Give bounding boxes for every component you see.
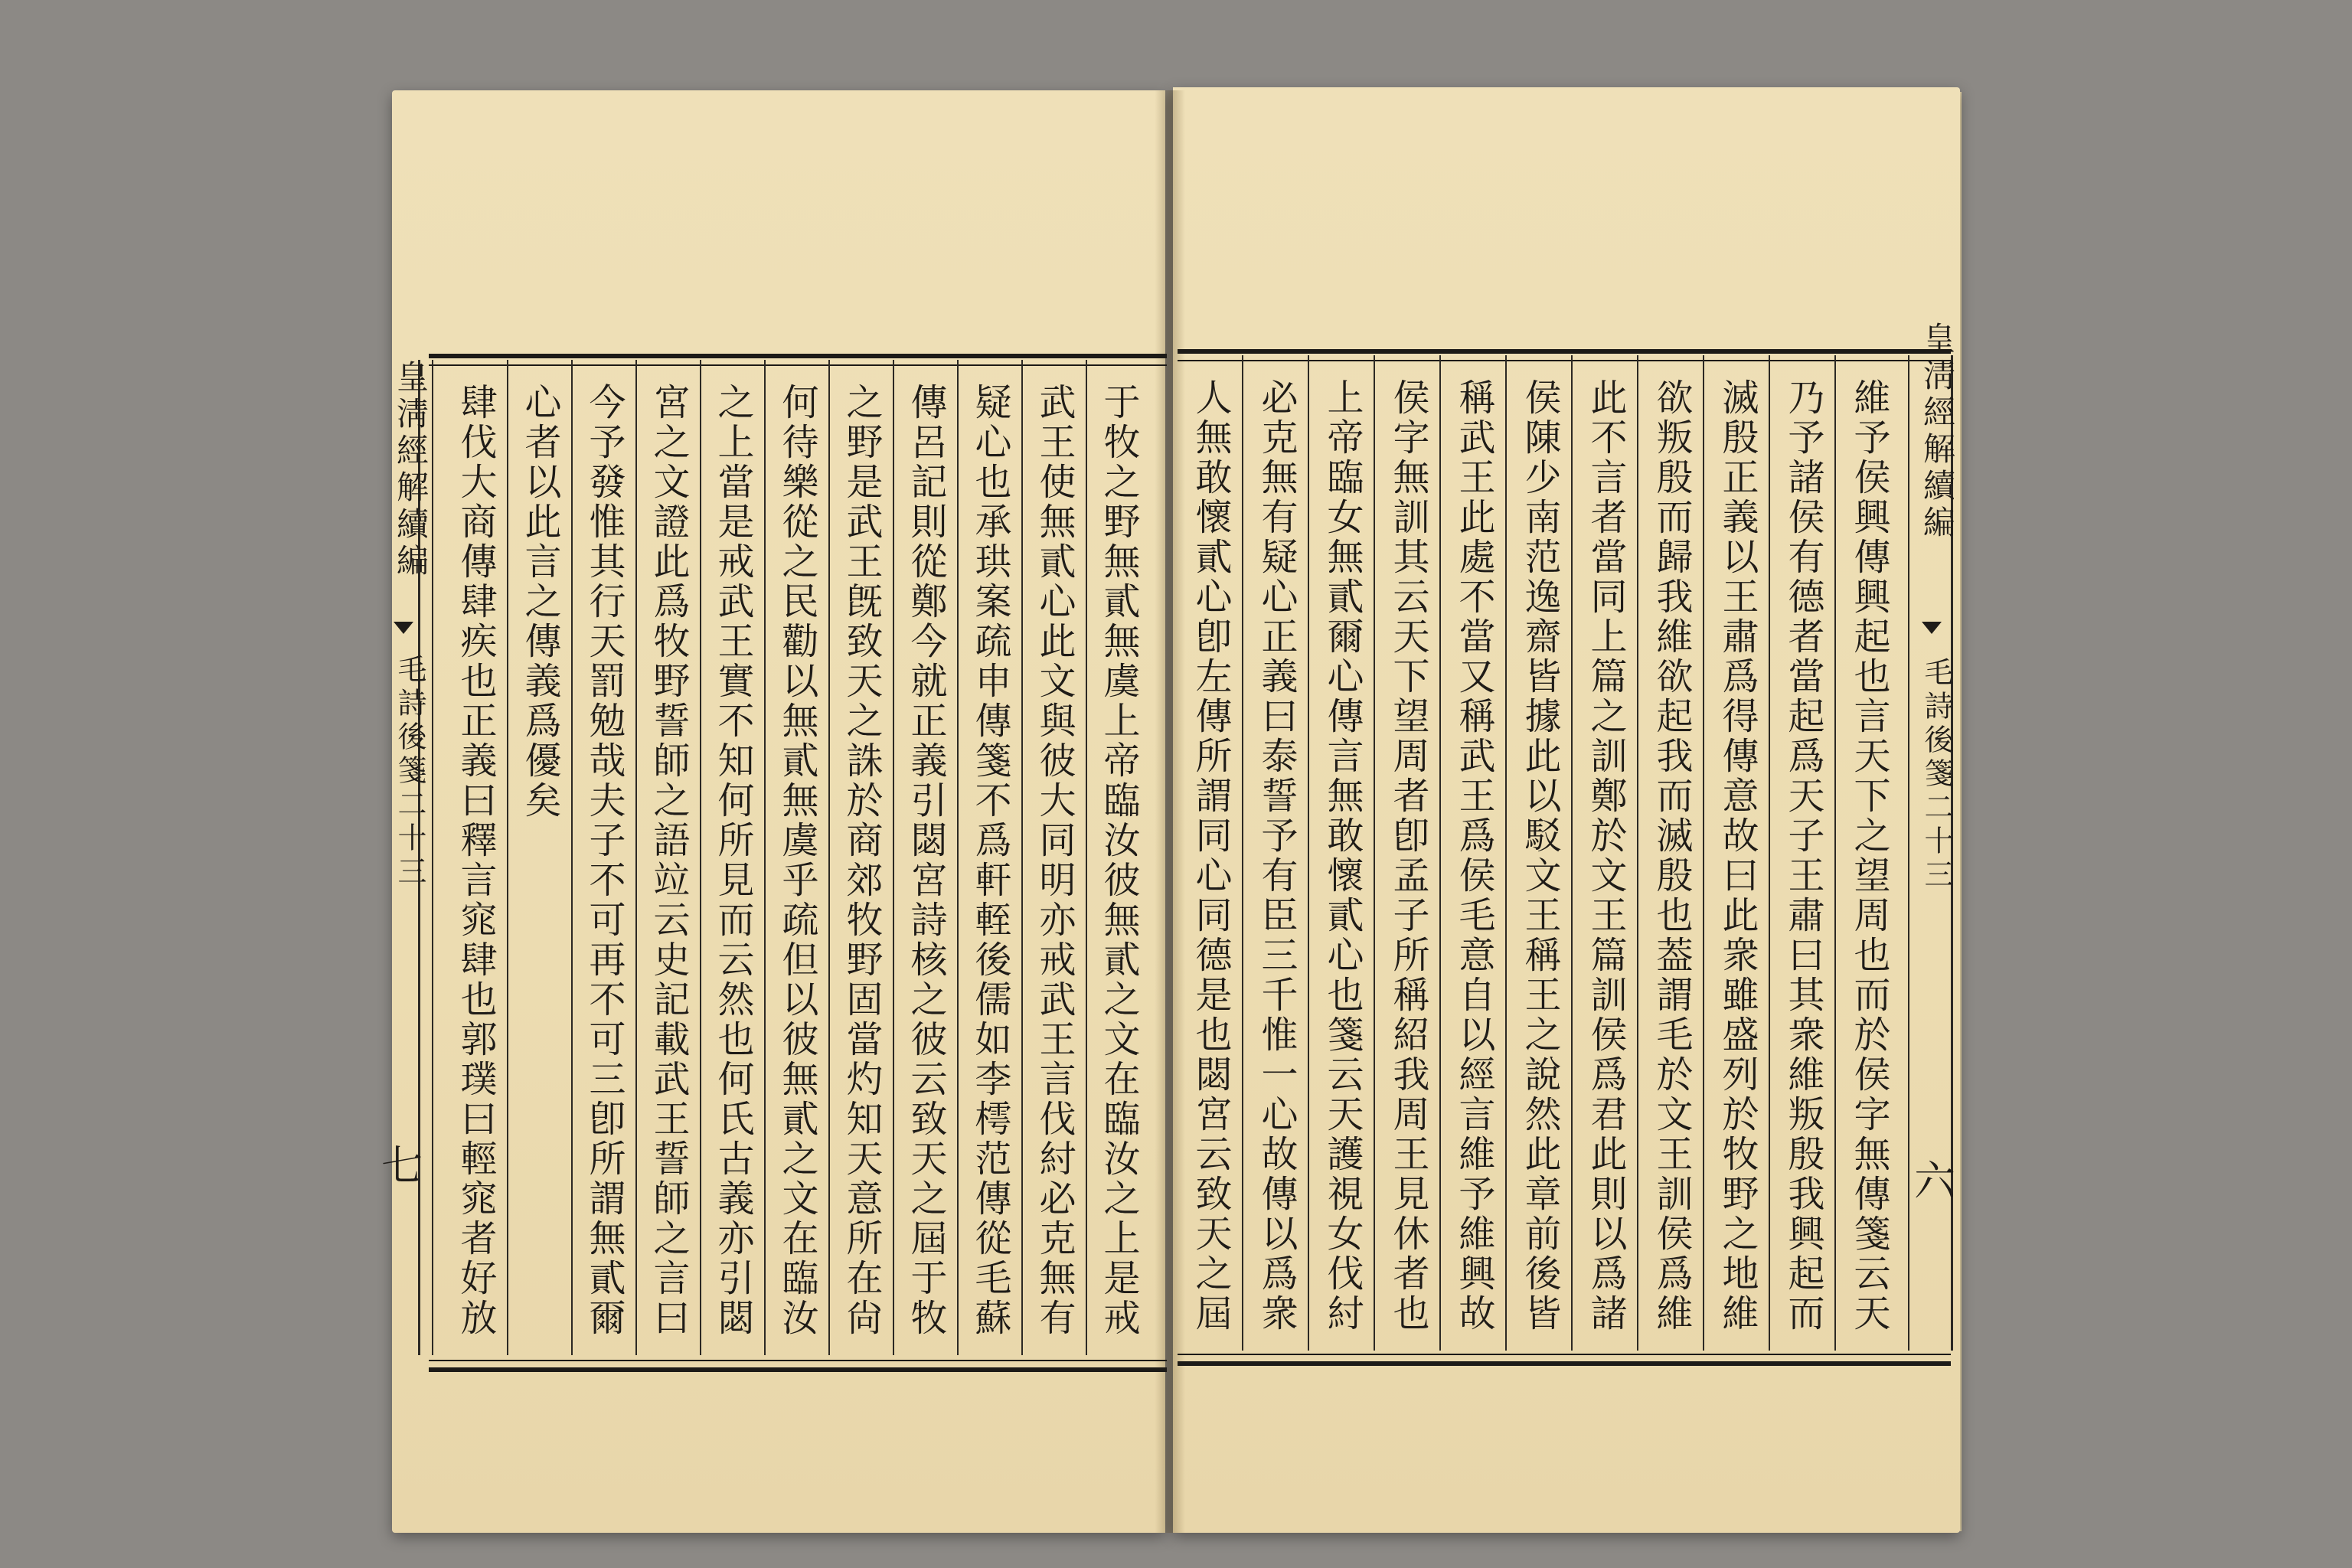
column-rule [893, 360, 894, 1355]
right-margin-rule [1908, 355, 1909, 1351]
column-rule [1505, 355, 1507, 1351]
text-column: 此不言者當同上篇之訓鄭於文王篇訓侯爲君此則以爲諸 [1584, 378, 1627, 1334]
column-rule [1308, 355, 1309, 1351]
column-rule [700, 360, 701, 1355]
text-column: 侯字無訓其云天下望周者卽孟子所稱紹我周王見休者也 [1387, 378, 1429, 1334]
text-column: 維予侯興傳興起也言天下之望周也而於侯字無傳箋云天 [1847, 378, 1890, 1334]
column-rule [1021, 360, 1023, 1355]
column-rule [828, 360, 830, 1355]
text-column: 疑心也承珙案疏申傳箋不爲軒輊後儒如李樗范傳從毛蘇 [969, 383, 1011, 1338]
column-rule [1086, 360, 1087, 1355]
right-margin-section: 毛詩後箋二十三 [1919, 657, 1953, 893]
left-frame-inner-bottom [429, 1360, 1167, 1361]
text-column: 上帝臨女無貳爾心傳言無敢懷貳心也箋云天護視女伐紂 [1321, 378, 1364, 1334]
text-column: 欲叛殷而歸我維欲起我而滅殷也葢謂毛於文王訓侯爲維 [1650, 378, 1693, 1334]
text-column: 人無敢懷貳心卽左傳所謂同心同德是也閟宮云致天之屆 [1189, 378, 1232, 1334]
column-rule [1769, 355, 1770, 1351]
text-column: 必克無有疑心正義曰泰誓予有臣三千惟一心故傳以爲衆 [1255, 378, 1298, 1334]
left-margin-title: 皇淸經解續編 [392, 360, 430, 580]
column-rule [635, 360, 637, 1355]
text-column: 宮之文證此爲牧野誓師之語竝云史記載武王誓師之言曰 [647, 383, 690, 1338]
column-rule [1374, 355, 1375, 1351]
right-frame-inner-bottom [1178, 1354, 1951, 1355]
text-column: 今予發惟其行天罰勉哉夫子不可再不可三卽所謂無貳爾 [583, 383, 626, 1338]
text-column: 稱武王此處不當又稱武王爲侯毛意自以經言維予維興故 [1452, 378, 1495, 1334]
column-rule [1703, 355, 1704, 1351]
right-margin-title: 皇淸經解續編 [1919, 322, 1956, 542]
column-rule [1439, 355, 1441, 1351]
text-column: 乃予諸侯有德者當起爲天子王肅曰其衆維叛殷我興起而 [1782, 378, 1824, 1334]
left-folio-number: 七 [381, 1142, 423, 1190]
column-rule [1637, 355, 1638, 1351]
column-rule [764, 360, 766, 1355]
text-column: 心者以此言之傳義爲優矣 [518, 383, 561, 821]
text-column: 肆伐大商傳肆疾也正義曰釋言窕肆也郭璞曰輕窕者好放 [454, 383, 497, 1338]
text-column: 于牧之野無貳無虞上帝臨汝彼無貳之文在臨汝之上是戒 [1097, 383, 1140, 1338]
column-rule [571, 360, 573, 1355]
text-column: 傳呂記則從鄭今就正義引閟宮詩核之彼云致天之屆于牧 [904, 383, 947, 1338]
text-column: 何待樂從之民勸以無貳無虞乎疏但以彼無貳之文在臨汝 [776, 383, 818, 1338]
column-rule [1242, 355, 1243, 1351]
column-rule [957, 360, 959, 1355]
right-folio-number: 六 [1914, 1157, 1955, 1205]
text-column: 武王使無貳心此文與彼大同明亦戒武王言伐紂必克無有 [1033, 383, 1076, 1338]
text-column: 侯陳少南范逸齋皆據此以駁文王稱王之說然此章前後皆 [1518, 378, 1561, 1334]
left-margin-section: 毛詩後箋二十三 [393, 654, 426, 890]
column-rule [507, 360, 508, 1355]
column-rule [1571, 355, 1573, 1351]
text-column: 滅殷正義以王肅爲得傳意故曰此衆雖盛列於牧野之地維 [1716, 378, 1759, 1334]
column-rule [1834, 355, 1836, 1351]
left-frame-inner-top [429, 364, 1167, 366]
text-column: 之野是武王旣致天之誅於商郊牧野固當灼知天意所在尙 [840, 383, 883, 1338]
text-column: 之上當是戒武王實不知何所見而云然也何氏古義亦引閟 [711, 383, 754, 1338]
